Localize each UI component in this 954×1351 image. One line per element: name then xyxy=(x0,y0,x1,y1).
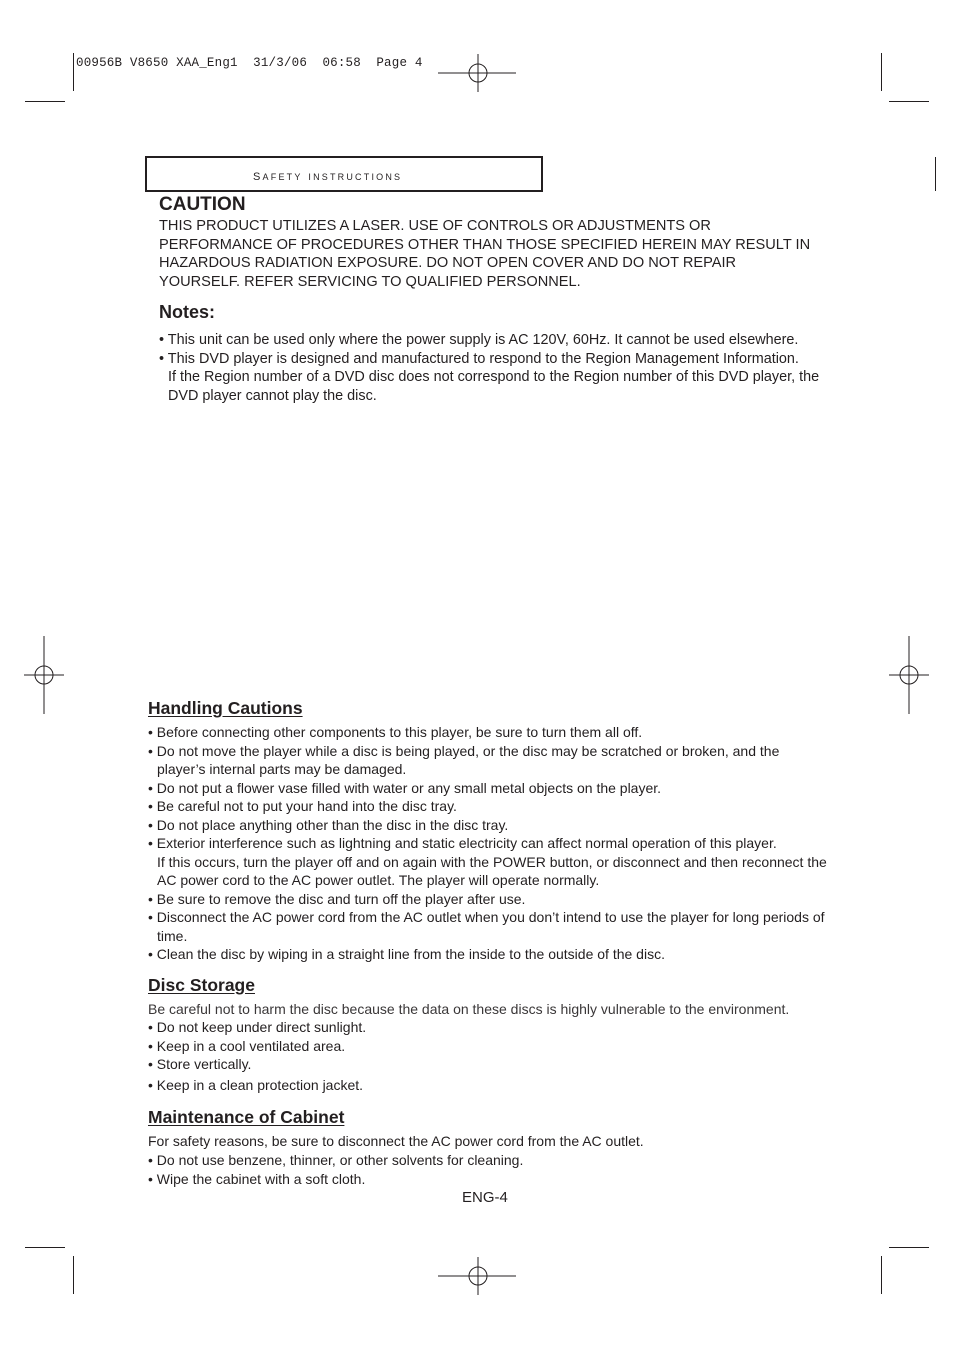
list-item: • Disconnect the AC power cord from the AC outlet when you don’t intend to use the player for long periods of time. xyxy=(148,909,825,944)
list-item: • Be careful not to put your hand into the disc tray. xyxy=(148,798,457,814)
caution-heading: CAUTION xyxy=(159,194,246,215)
crop-mark xyxy=(889,101,929,102)
registration-mark-top xyxy=(438,53,518,93)
section-title: safety instructions xyxy=(253,167,403,184)
list-item: • Be sure to remove the disc and turn off the player after use. xyxy=(148,890,526,907)
list-item-continuation: If the Region number of a DVD disc does not correspond to the Region number of this DVD player, the DVD player cannot play the disc. xyxy=(168,369,820,404)
notes-heading: Notes: xyxy=(159,302,216,322)
list-item: • Keep in a clean protection jacket. xyxy=(148,1076,364,1093)
disc-storage-intro: Be careful not to harm the disc because the data on these discs is highly vulnerable to the environment. xyxy=(148,1001,790,1017)
registration-mark-bottom xyxy=(438,1256,518,1296)
crop-mark xyxy=(73,53,74,91)
registration-mark-right xyxy=(889,635,929,715)
caution-text: THIS PRODUCT UTILIZES A LASER. USE OF CONTROLS OR ADJUSTMENTS OR PERFORMANCE OF PROCEDURES OTHER THAN THOSE SPECIFIED HEREIN MAY RESULT IN HAZARDOUS RADIATION EXPOSURE. DO NOT OPEN COVER AND DO NOT REPAIR YOURSELF. REFER SERVICING TO QUALIFIED PERSONNEL. xyxy=(159,218,811,291)
handling-cautions-heading: Handling Cautions xyxy=(148,698,303,718)
print-slug: 00956B V8650 XAA_Eng1 31/3/06 06:58 Page 4 xyxy=(76,56,423,70)
maintenance-list xyxy=(148,1151,828,1188)
list-item: • Do not put a flower vase filled with water or any small metal objects on the player. xyxy=(148,779,662,796)
page-number: ENG-4 xyxy=(462,1189,508,1206)
maintenance-heading: Maintenance of Cabinet xyxy=(148,1107,345,1127)
list-item: • Wipe the cabinet with a soft cloth. xyxy=(148,1170,366,1187)
crop-mark xyxy=(25,101,65,102)
list-item: • Do not move the player while a disc is being played, or the disc may be scratched or broken, and the player’s internal parts may be damaged. xyxy=(148,742,780,777)
list-item: • Store vertically. xyxy=(148,1056,252,1072)
list-item: • Do not place anything other than the disc in the disc tray. xyxy=(148,816,509,833)
crop-mark xyxy=(881,53,882,91)
list-item: • Keep in a cool ventilated area. xyxy=(148,1037,346,1054)
section-header-box xyxy=(145,156,543,192)
list-item: • Do not keep under direct sunlight. xyxy=(148,1019,367,1035)
list-item: • Do not use benzene, thinner, or other solvents for cleaning. xyxy=(148,1152,524,1168)
list-item: • Before connecting other components to this player, be sure to turn them all off. xyxy=(148,724,643,740)
disc-storage-list xyxy=(148,1018,828,1094)
list-item: • This DVD player is designed and manufactured to respond to the Region Management Information. xyxy=(159,350,799,367)
list-item: • Exterior interference such as lightning and static electricity can affect normal operation of this player. xyxy=(148,835,777,851)
notes-list xyxy=(159,331,839,405)
disc-storage-heading: Disc Storage xyxy=(148,975,255,995)
list-item-continuation: If this occurs, turn the player off and on again with the POWER button, or disconnect and then reconnect the AC power cord to the AC power outlet. The player will operate normally. xyxy=(157,853,827,888)
registration-mark-left xyxy=(24,635,64,715)
handling-cautions-list xyxy=(148,723,828,964)
crop-mark xyxy=(889,1247,929,1248)
maintenance-intro: For safety reasons, be sure to disconnect the AC power cord from the AC outlet. xyxy=(148,1133,644,1149)
crop-mark xyxy=(73,1256,74,1294)
crop-mark xyxy=(25,1247,65,1248)
edge-mark xyxy=(935,157,936,191)
list-item: • This unit can be used only where the power supply is AC 120V, 60Hz. It cannot be used elsewhere. xyxy=(159,332,799,348)
list-item: • Clean the disc by wiping in a straight line from the inside to the outside of the disc. xyxy=(148,946,665,962)
crop-mark xyxy=(881,1256,882,1294)
